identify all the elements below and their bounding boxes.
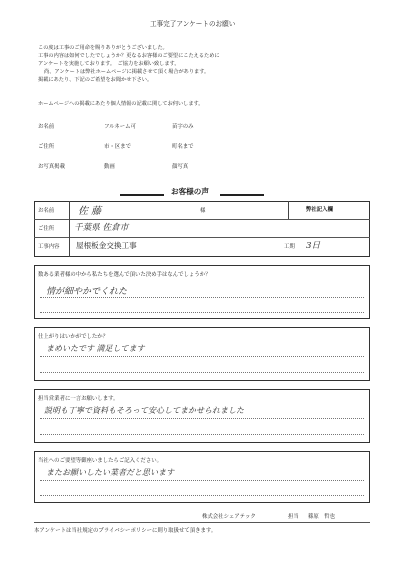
answer-text[interactable]: まめいたです 満足してます — [46, 344, 145, 353]
intro-line: 尚、アンケートは弊社ホームページに掲載させて頂く場合があります。 — [44, 69, 210, 75]
consent-address-option-city[interactable]: 市・区まで — [104, 144, 131, 150]
answer-line — [40, 372, 364, 373]
question-text: 数ある業者様の中から私たちを選んで頂いた決め手はなんでしょうか？ — [38, 272, 211, 278]
question-text: 仕上がりはいかがでしたか？ — [38, 334, 109, 340]
staff-name: 篠原 哲也 — [308, 514, 335, 520]
answer-line — [40, 312, 364, 313]
form-period-value[interactable]: 3日 — [306, 241, 321, 251]
staff-label: 担当 — [288, 514, 299, 520]
company-name: 株式会社シェアテック — [202, 514, 256, 520]
title-rule-right — [220, 194, 264, 196]
footer-rule — [34, 522, 370, 523]
consent-name-option-fullname[interactable]: フルネーム可 — [104, 124, 136, 130]
form-stamp-divider — [288, 201, 289, 219]
form-label-divider — [69, 201, 70, 257]
answer-text[interactable]: 説明も丁寧で資料もそろって安心してまかせられました — [44, 406, 244, 415]
consent-photo-option-video[interactable]: 動画 — [104, 164, 115, 170]
privacy-policy-note: 本アンケートは当社規定のプライバシーポリシーに則り取扱せて頂きます。 — [34, 528, 217, 534]
answer-line — [40, 297, 364, 298]
title-rule-left — [120, 194, 164, 196]
form-address-label: ご住所 — [38, 226, 55, 232]
form-address-value[interactable]: 千葉県 佐倉市 — [74, 223, 129, 233]
form-stamp-label: 弊社記入欄 — [306, 207, 333, 213]
form-row-divider — [34, 237, 370, 238]
answer-text[interactable]: 情が細やかでくれた — [46, 287, 128, 297]
consent-name-option-surname[interactable]: 苗字のみ — [172, 124, 194, 130]
answer-line — [40, 480, 364, 481]
consent-photo-option-face[interactable]: 顔写真 — [172, 164, 189, 170]
form-name-label: お名前 — [38, 208, 55, 214]
form-period-label: 工期 — [284, 244, 295, 250]
intro-line: 掲載にあたり、下記のご希望をお聞かせ下さい。 — [38, 77, 153, 83]
form-row-divider — [34, 219, 370, 220]
form-work-value: 屋根板金交換工事 — [76, 241, 137, 250]
intro-line: アンケートを実施しております。 ご協力をお願い致します。 — [38, 61, 180, 67]
intro-line: 工事の内容は如何でしたでしょうか？更なるお客様のご要望にこたえるために — [38, 53, 220, 59]
consent-address-option-town[interactable]: 町名まで — [172, 144, 194, 150]
page-title: 工事完了アンケートのお願い — [150, 20, 236, 28]
consent-name-label: お名前 — [38, 124, 55, 130]
consent-intro: ホームページへの掲載にあたり個人情報の記載に関してお伺いします。 — [38, 101, 204, 107]
answer-line — [40, 356, 364, 357]
answer-text[interactable]: またお願いしたい業者だと思います — [46, 468, 174, 477]
form-name-suffix: 様 — [200, 208, 206, 214]
answer-line — [40, 434, 364, 435]
consent-photo-label: お写真掲載 — [38, 164, 65, 170]
form-name-value[interactable]: 佐 藤 — [78, 206, 102, 217]
answer-line — [40, 495, 364, 496]
answer-line — [40, 418, 364, 419]
question-text: 担当営業者に一言お願いします。 — [38, 396, 119, 402]
consent-address-label: ご住所 — [38, 144, 55, 150]
voice-section-title: お客様の声 — [171, 187, 209, 196]
intro-line: この度は工事のご用命を賜りありがとうございました。 — [38, 45, 168, 51]
form-work-label: 工事内容 — [38, 244, 60, 250]
question-text: 当社へのご要望等御座いましたらご記入ください。 — [38, 458, 162, 464]
